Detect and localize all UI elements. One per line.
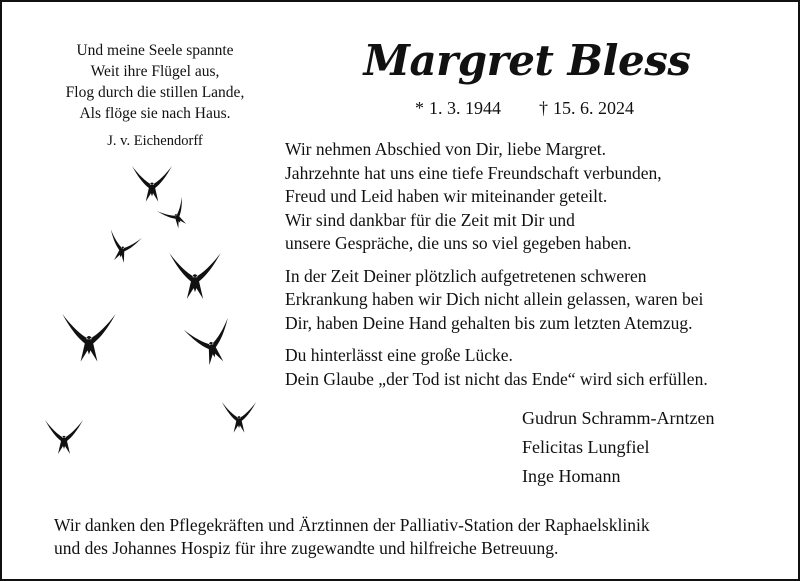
- birth-date: [415, 98, 501, 119]
- poem-line: Weit ihre Flügel aus,: [90, 63, 220, 80]
- death-date-value: 15. 6. 2024: [553, 98, 634, 118]
- swallow-bird-icon: [62, 314, 115, 362]
- poem-line: Als flöge sie nach Haus.: [79, 105, 231, 122]
- message-line: Dir, haben Deine Hand gehalten bis zum letzten Atemzug.: [285, 312, 693, 333]
- message-line: Jahrzehnte hat uns eine tiefe Freundschaft verbunden,: [285, 162, 662, 183]
- signer-name: Inge Homann: [522, 466, 621, 486]
- death-date: [539, 98, 634, 119]
- swallow-bird-icon: [184, 318, 239, 369]
- message-paragraph: [285, 344, 785, 391]
- swallow-bird-icon: [222, 402, 256, 433]
- birth-symbol: *: [415, 98, 424, 118]
- message-line: Freud und Leid haben wir miteinander geteilt.: [285, 186, 608, 206]
- poem: [40, 40, 270, 152]
- deceased-name: Margret Bless: [363, 36, 691, 85]
- message-line: Erkrankung haben wir Dich nicht allein gelassen, waren bei: [285, 289, 704, 309]
- signer-name: Felicitas Lungfiel: [522, 437, 650, 457]
- birth-date-value: 1. 3. 1944: [429, 98, 501, 118]
- message-line: Du hinterlässt eine große Lücke.: [285, 345, 513, 365]
- poem-author: J. v. Eichendorff: [107, 133, 203, 149]
- swallow-bird-icon: [132, 166, 172, 202]
- signers: [522, 404, 782, 491]
- swallow-flock: [37, 162, 277, 472]
- swallow-bird-icon: [45, 420, 83, 454]
- poem-line: Und meine Seele spannte: [76, 42, 234, 59]
- message-line: In der Zeit Deiner plötzlich aufgetretenen schweren: [285, 265, 647, 286]
- message-line: Dein Glaube „der Tod ist nicht das Ende“ wird sich erfüllen.: [285, 368, 708, 389]
- message-line: Wir sind dankbar für die Zeit mit Dir und: [285, 209, 575, 230]
- message-paragraph: [285, 138, 785, 256]
- message-line: Wir nehmen Abschied von Dir, liebe Margret.: [285, 139, 606, 159]
- message-line: unsere Gespräche, die uns so viel gegeben haben.: [285, 233, 632, 253]
- poem-line: Flog durch die stillen Lande,: [65, 84, 245, 101]
- message-paragraph: [285, 265, 785, 336]
- thanks-note: [54, 514, 774, 560]
- swallow-bird-icon: [103, 229, 142, 265]
- death-symbol: †: [539, 98, 548, 118]
- swallow-bird-icon: [157, 197, 194, 233]
- thanks-line: und des Johannes Hospiz für ihre zugewandte und hilfreiche Betreuung.: [54, 538, 559, 558]
- thanks-line: Wir danken den Pflegekräften und Ärztinnen der Palliativ-Station der Raphaelsklinik: [54, 515, 650, 535]
- signer-name: Gudrun Schramm-Arntzen: [522, 408, 715, 428]
- swallow-bird-icon: [169, 253, 220, 299]
- farewell-message: [285, 138, 785, 400]
